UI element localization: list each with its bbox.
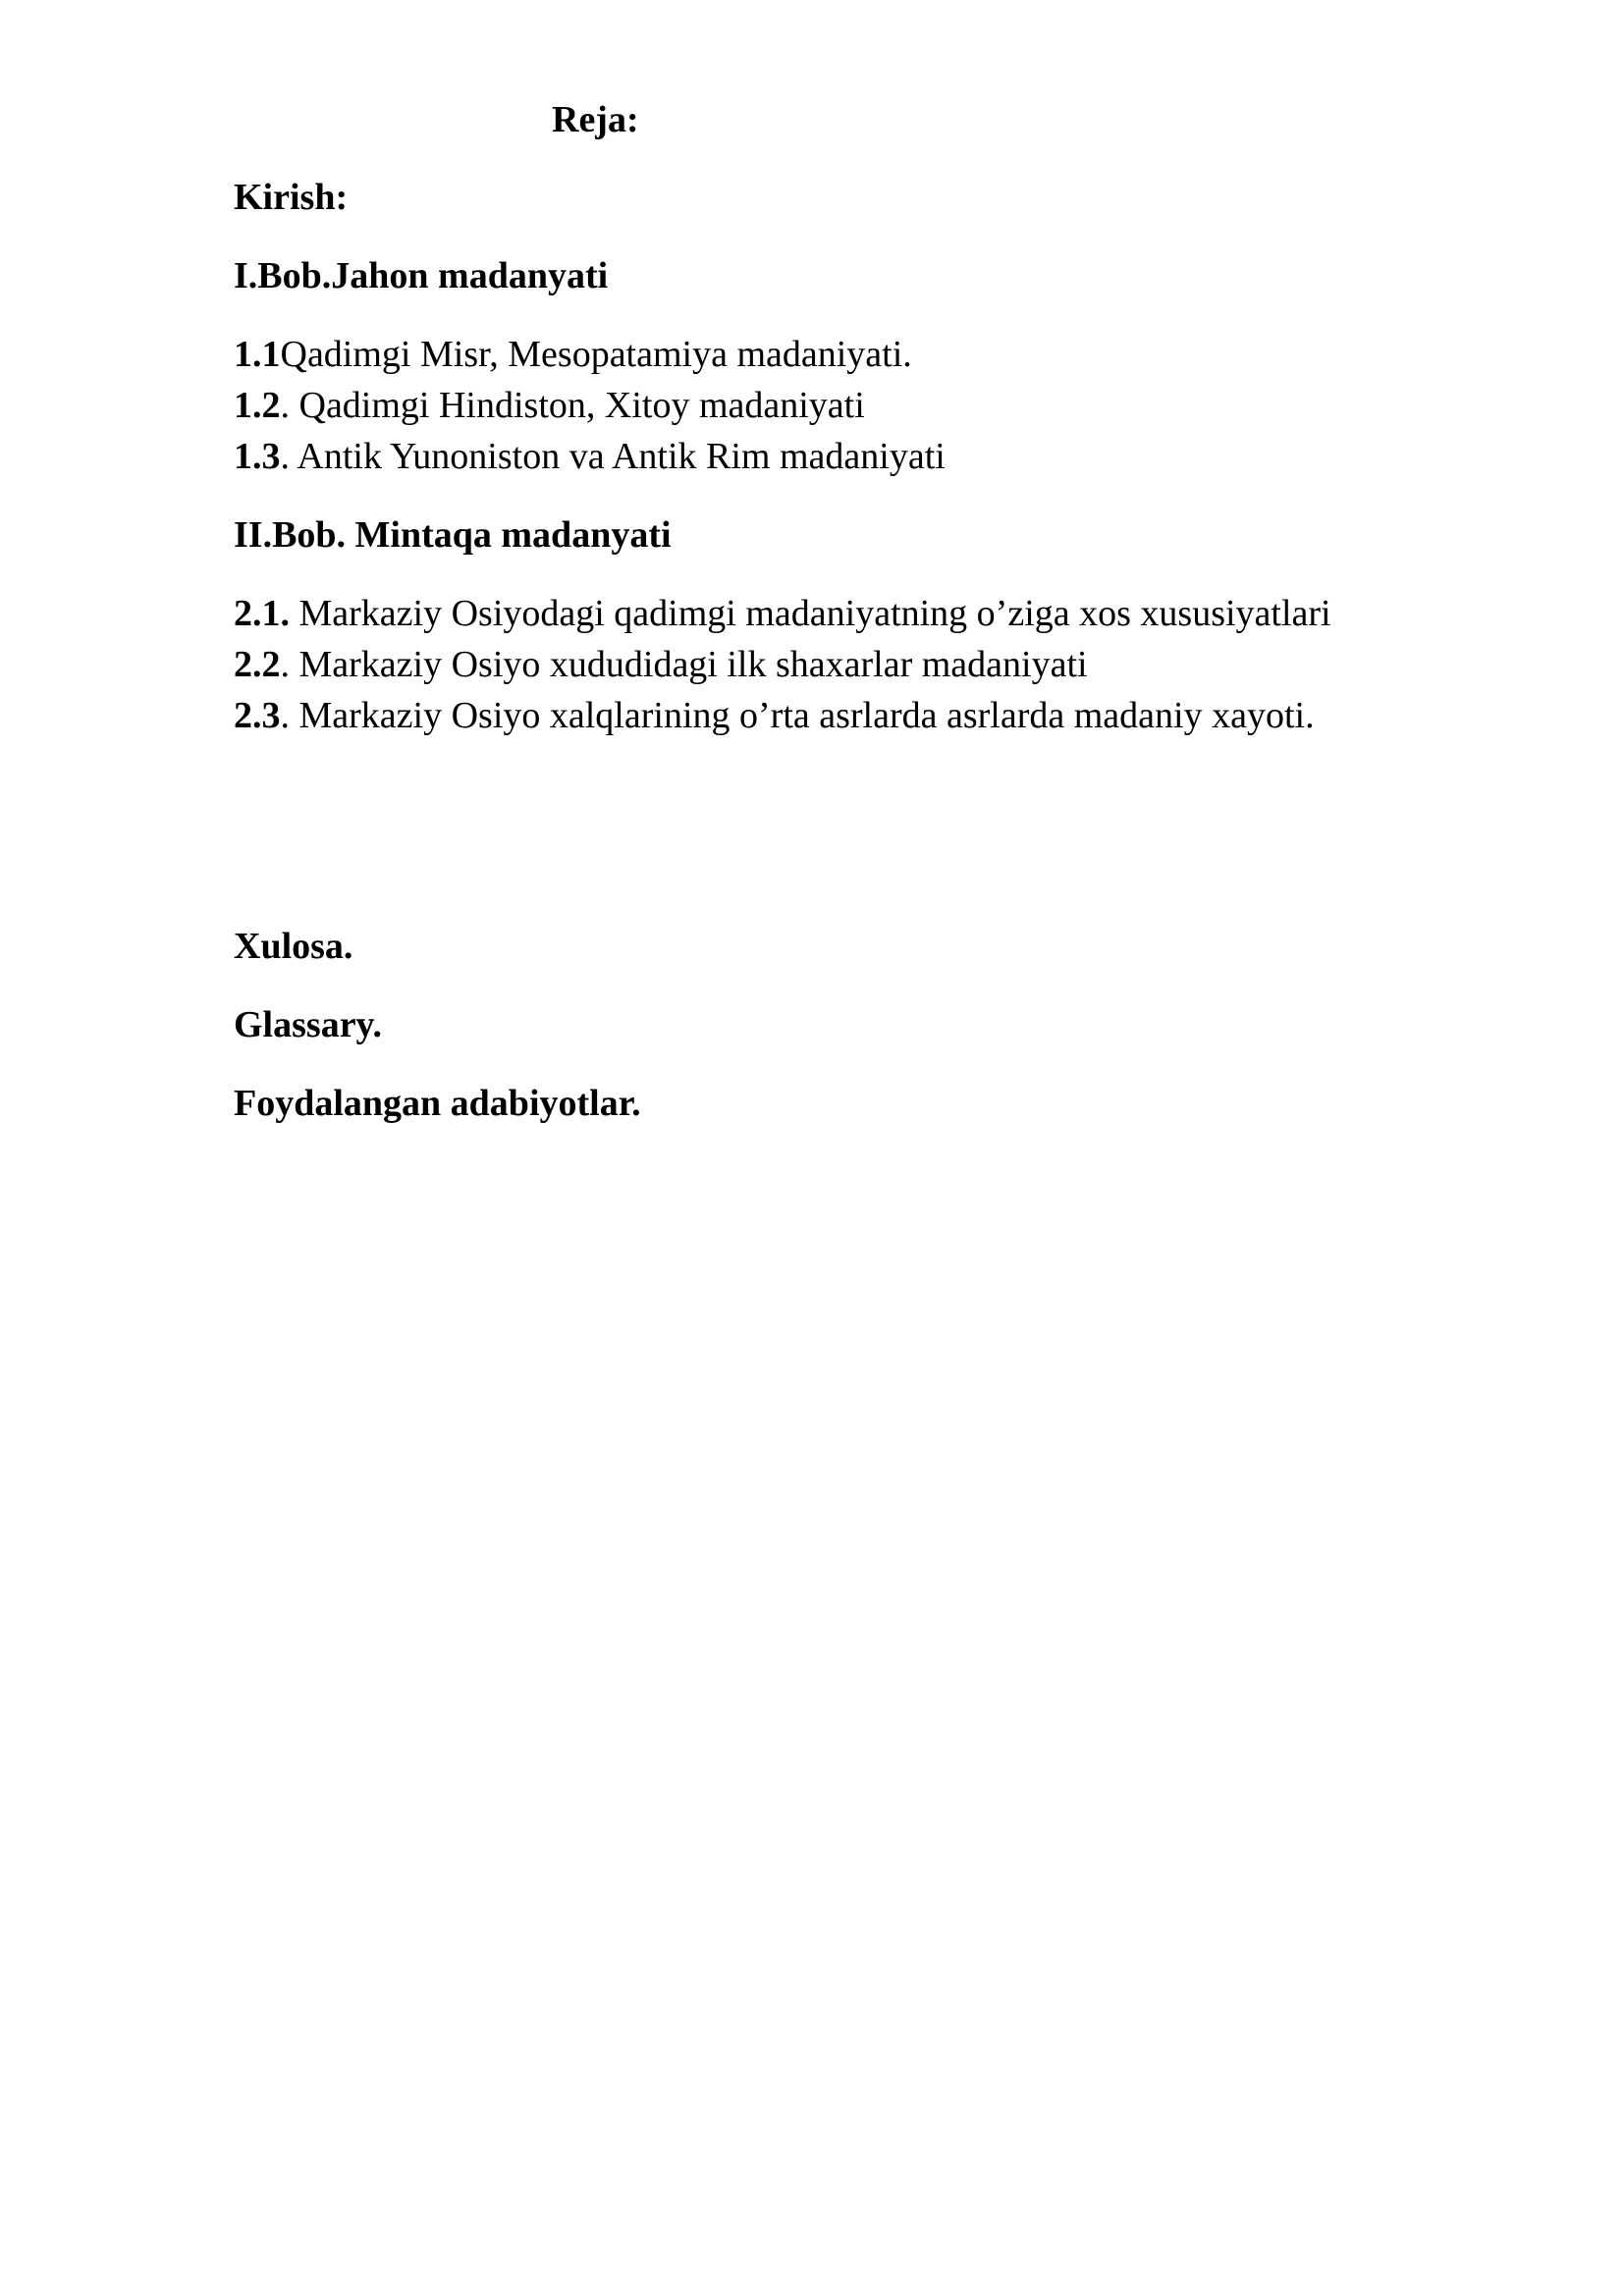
chapter2-heading: II.Bob. Mintaqa madanyati: [234, 514, 672, 556]
chapter2-item-2: [234, 639, 1088, 690]
glossary-heading: Glassary.: [234, 1004, 382, 1045]
item-separator: .: [280, 644, 299, 685]
conclusion-heading: Xulosa.: [234, 926, 353, 967]
item-text: Antik Yunoniston va Antik Rim madaniyati: [297, 436, 946, 477]
item-number: 1.2: [234, 385, 281, 426]
item-text: Markaziy Osiyodagi qadimgi madaniyatning o’ziga xos xususiyatlari: [298, 593, 1331, 634]
chapter1-item-3: [234, 431, 946, 482]
chapter1-item-2: [234, 380, 865, 431]
item-separator: .: [280, 385, 299, 426]
item-separator: .: [280, 436, 298, 477]
item-separator: .: [280, 695, 299, 736]
chapter2-item-1: [234, 588, 1331, 639]
chapter2-item-3: [234, 690, 1315, 741]
references-heading: Foydalangan adabiyotlar.: [234, 1083, 641, 1124]
item-text: Markaziy Osiyo xalqlarining o’rta asrlarda asrlarda madaniy xayoti.: [298, 695, 1315, 736]
item-text: Qadimgi Misr, Mesopatamiya madaniyati.: [280, 334, 912, 375]
item-text: Markaziy Osiyo xududidagi ilk shaxarlar madaniyati: [298, 644, 1088, 685]
item-text: Qadimgi Hindiston, Xitoy madaniyati: [298, 385, 865, 426]
item-number: 1.3: [234, 436, 281, 477]
chapter1-heading: I.Bob.Jahon madanyati: [234, 255, 609, 296]
plan-title: Reja:: [552, 99, 639, 140]
chapter1-item-1: [234, 329, 912, 380]
intro-heading: Kirish:: [234, 177, 349, 218]
item-number: 2.1.: [234, 593, 290, 634]
item-separator: [290, 593, 299, 634]
item-number: 2.2: [234, 644, 281, 685]
item-number: 1.1: [234, 334, 281, 375]
item-number: 2.3: [234, 695, 281, 736]
